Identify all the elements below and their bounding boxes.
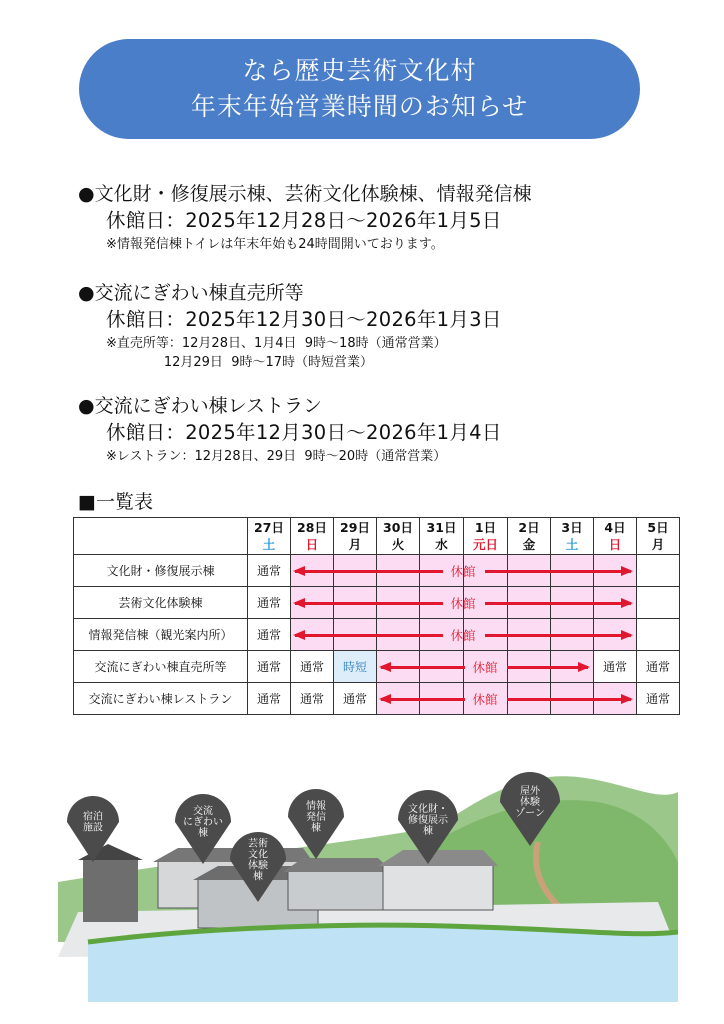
pin-label: にぎわい bbox=[183, 817, 223, 828]
day-weekday: 土 bbox=[565, 537, 579, 552]
day-date: 31日 bbox=[426, 520, 457, 535]
closure-arrow-left bbox=[381, 666, 465, 669]
day-cell bbox=[637, 555, 680, 587]
day-date: 2日 bbox=[518, 520, 540, 535]
day-date: 5日 bbox=[647, 520, 669, 535]
closed-label: 休館 bbox=[450, 627, 476, 643]
day-cell: 通常 bbox=[291, 683, 334, 715]
header-corner bbox=[74, 518, 248, 555]
closure-arrow-left bbox=[295, 602, 443, 605]
day-weekday: 水 bbox=[435, 537, 448, 552]
closure-arrow-right bbox=[485, 602, 631, 605]
day-date: 28日 bbox=[297, 520, 327, 535]
banner-title-line1: なら歴史芸術文化村 bbox=[242, 56, 477, 85]
section-note: ※レストラン：12月28日、29日 9時～20時（通常営業） bbox=[106, 449, 447, 464]
pin-label: ゾーン bbox=[515, 808, 545, 819]
closure-arrow-right bbox=[507, 666, 588, 669]
day-weekday: 金 bbox=[522, 537, 536, 552]
pin-label: 文化 bbox=[248, 849, 268, 861]
closed-label: 休館 bbox=[450, 595, 476, 611]
closure-arrow-left bbox=[381, 698, 465, 701]
day-header bbox=[594, 518, 637, 555]
day-header bbox=[637, 518, 680, 555]
day-cell: 通常 bbox=[637, 683, 680, 715]
day-cell: 通常 bbox=[248, 651, 291, 683]
day-weekday: 火 bbox=[391, 537, 405, 552]
day-header bbox=[508, 518, 551, 555]
day-weekday: 元日 bbox=[472, 537, 498, 552]
closure-arrow-right bbox=[485, 634, 631, 637]
day-header bbox=[334, 518, 377, 555]
facility-name: 芸術文化体験棟 bbox=[74, 587, 248, 619]
pin-label: 棟 bbox=[253, 871, 263, 883]
building-info bbox=[288, 870, 388, 910]
day-header bbox=[377, 518, 420, 555]
day-date: 29日 bbox=[340, 520, 370, 535]
day-cell: 通常 bbox=[248, 587, 291, 619]
pin-label: 交流 bbox=[193, 806, 213, 817]
pin-label: 宿泊 bbox=[83, 811, 103, 823]
building-lodging bbox=[83, 857, 138, 922]
section-note: ※情報発信棟トイレは年末年始も24時間開いております。 bbox=[106, 237, 444, 252]
day-weekday: 日 bbox=[305, 537, 319, 552]
closure-arrow-right bbox=[507, 698, 631, 701]
facility-name: 交流にぎわい棟直売所等 bbox=[74, 651, 248, 683]
day-date: 3日 bbox=[561, 520, 583, 535]
pin-label: 文化財・ bbox=[408, 804, 448, 815]
closed-label: 休館 bbox=[472, 659, 498, 675]
pin-label: 芸術 bbox=[248, 838, 268, 850]
pin-label: 施設 bbox=[83, 822, 103, 834]
closed-label: 休館 bbox=[450, 563, 476, 579]
day-header bbox=[551, 518, 594, 555]
pin-label: 体験 bbox=[248, 860, 268, 872]
section-heading: ●交流にぎわい棟レストラン bbox=[78, 395, 323, 417]
facility-name: 交流にぎわい棟レストラン bbox=[74, 683, 248, 715]
day-cell: 通常 bbox=[637, 651, 680, 683]
village-map bbox=[58, 752, 678, 1002]
closure-arrow-left bbox=[295, 570, 443, 573]
day-date: 30日 bbox=[383, 520, 413, 535]
day-weekday: 月 bbox=[348, 537, 362, 552]
facility-name: 情報発信棟（観光案内所） bbox=[74, 619, 248, 651]
table-header-row bbox=[74, 518, 680, 555]
day-header bbox=[464, 518, 508, 555]
banner-title-line2: 年末年始営業時間のお知らせ bbox=[190, 92, 529, 121]
day-cell: 通常 bbox=[248, 619, 291, 651]
section-shop bbox=[78, 280, 502, 372]
day-header bbox=[420, 518, 464, 555]
closure-dates: 休館日：2025年12月28日～2026年1月5日 bbox=[106, 209, 502, 232]
day-date: 27日 bbox=[254, 520, 284, 535]
section-heading: ●文化財・修復展示棟、芸術文化体験棟、情報発信棟 bbox=[78, 183, 532, 205]
pin-label: 修復展示 bbox=[408, 815, 448, 826]
day-cell: 時短 bbox=[334, 651, 377, 683]
facility-name: 文化財・修復展示棟 bbox=[74, 555, 248, 587]
day-header bbox=[248, 518, 291, 555]
pin-label: 棟 bbox=[311, 823, 321, 834]
day-cell: 通常 bbox=[248, 683, 291, 715]
closure-arrow-left bbox=[295, 634, 443, 637]
pin-label: 情報 bbox=[306, 801, 326, 812]
pin-label: 体験 bbox=[520, 797, 540, 808]
pin-label: 棟 bbox=[423, 826, 433, 837]
closure-dates: 休館日：2025年12月30日～2026年1月4日 bbox=[106, 421, 502, 444]
section-heading: ●交流にぎわい棟直売所等 bbox=[78, 282, 304, 304]
day-cell bbox=[637, 587, 680, 619]
day-weekday: 日 bbox=[608, 537, 622, 552]
day-cell: 通常 bbox=[334, 683, 377, 715]
closure-dates: 休館日：2025年12月30日～2026年1月3日 bbox=[106, 308, 502, 331]
day-cell: 通常 bbox=[291, 651, 334, 683]
day-weekday: 月 bbox=[651, 537, 665, 552]
day-cell: 通常 bbox=[248, 555, 291, 587]
section-note: ※直売所等：12月28日、1月4日 9時～18時（通常営業） 12月29日 9時～17時（時短営業） bbox=[106, 336, 447, 370]
building-cultural-property bbox=[383, 864, 493, 910]
day-header bbox=[291, 518, 334, 555]
day-weekday: 土 bbox=[262, 537, 276, 552]
title-banner bbox=[79, 39, 640, 139]
day-cell: 通常 bbox=[594, 651, 637, 683]
table-title: ■一覧表 bbox=[78, 491, 153, 513]
day-date: 4日 bbox=[604, 520, 626, 535]
schedule-table bbox=[73, 517, 680, 715]
pin-label: 屋外 bbox=[520, 786, 540, 797]
closed-label: 休館 bbox=[472, 691, 498, 707]
day-date: 1日 bbox=[474, 520, 497, 535]
day-cell bbox=[637, 619, 680, 651]
river bbox=[88, 925, 678, 1002]
closure-arrow-right bbox=[485, 570, 631, 573]
section-restaurant bbox=[78, 393, 502, 466]
pin-label: 棟 bbox=[198, 828, 208, 839]
pin-label: 発信 bbox=[306, 812, 326, 823]
section-exhibition-buildings bbox=[78, 181, 532, 254]
